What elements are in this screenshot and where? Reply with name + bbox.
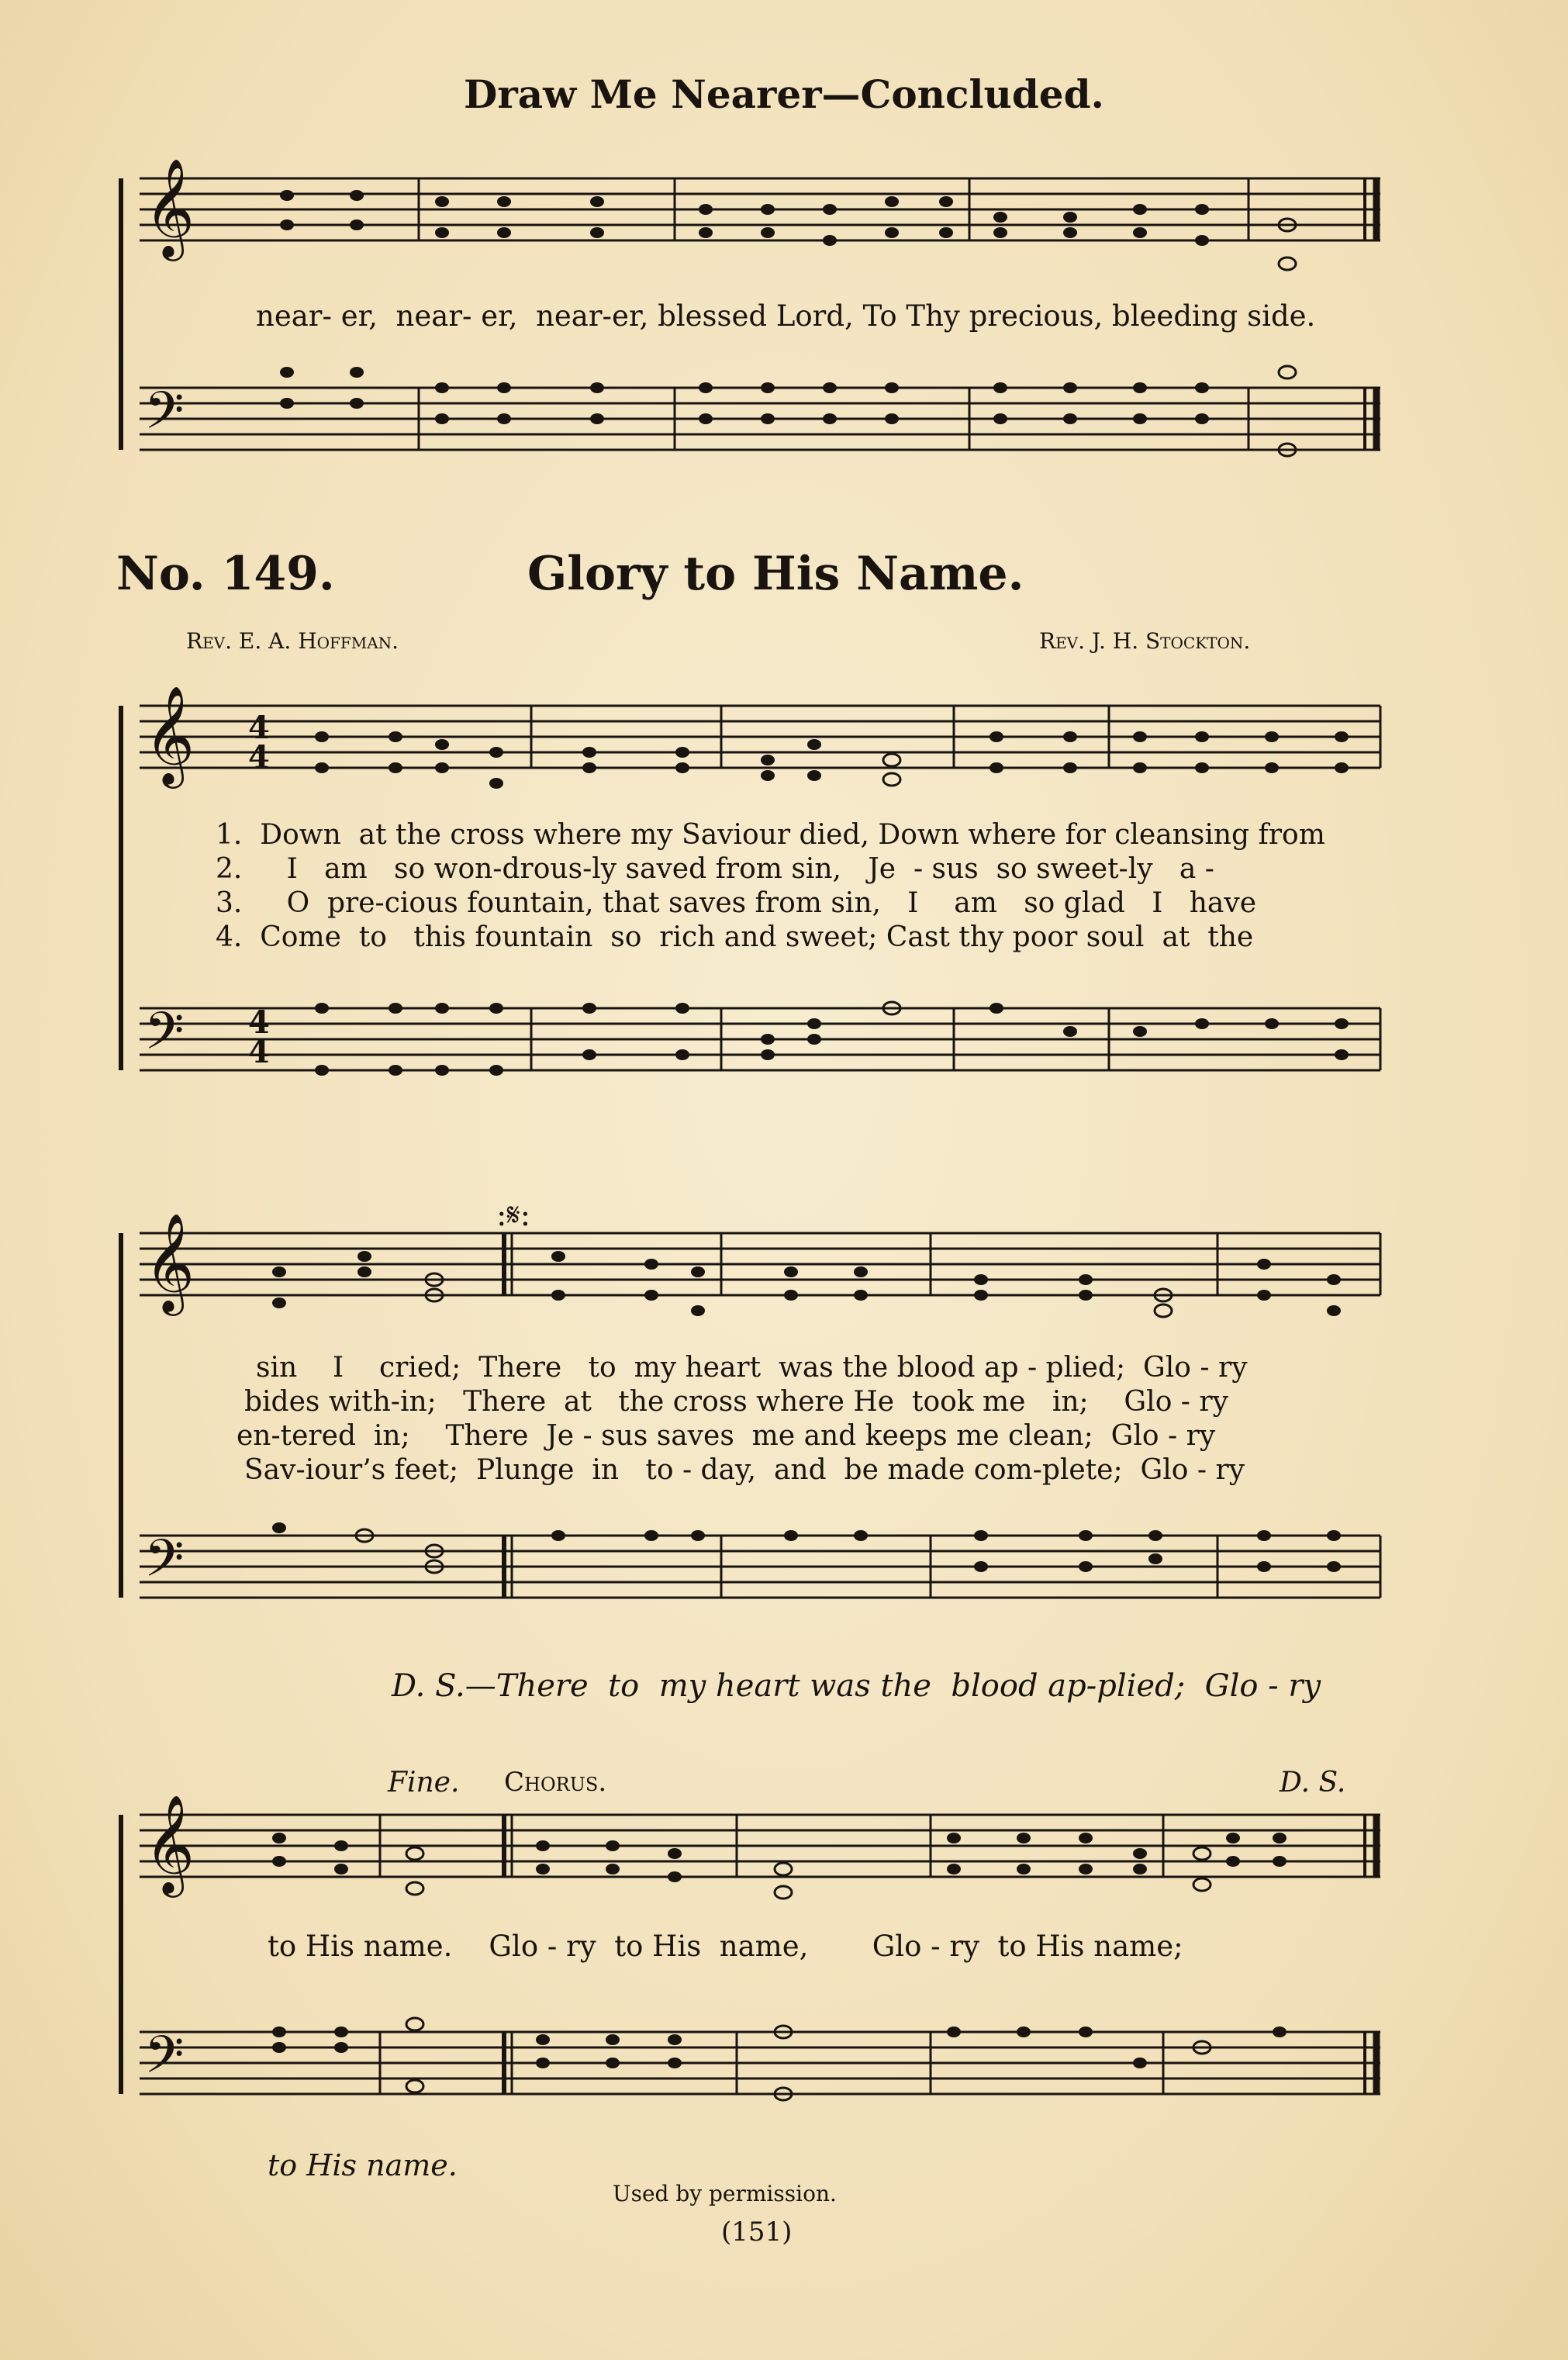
svg-text:4: 4 bbox=[248, 710, 270, 746]
chorus-lyrics: to His name. Glo - ry to His name, Glo - ry to His name; bbox=[268, 1930, 1183, 1963]
hymn-composer: Rev. J. H. Stockton. bbox=[1039, 628, 1251, 654]
verse-1-line-1: 1. Down at the cross where my Saviour died, Down where for cleansing from bbox=[216, 819, 1325, 851]
permission-note: Used by permission. bbox=[613, 2181, 837, 2206]
verse-3-line-1: 3. O pre-cious fountain, that saves from sin, I am so glad I have bbox=[216, 887, 1257, 919]
segno-sign: :𝄋: bbox=[496, 1197, 531, 1233]
verse-2-line-2: bides with-in; There at the cross where He took me in; Glo - ry bbox=[244, 1386, 1228, 1418]
verse-1-line-2: sin I cried; There to my heart was the blood ap - plied; Glo - ry bbox=[256, 1352, 1248, 1384]
svg-text:𝄞: 𝄞 bbox=[144, 1212, 195, 1311]
hymn-number: No. 149. bbox=[116, 547, 335, 601]
hymn-title: Glory to His Name. bbox=[527, 547, 1024, 601]
ds-marking: D. S. bbox=[1280, 1767, 1346, 1799]
verse-4-line-1: 4. Come to this fountain so rich and sweet; Cast thy poor soul at the bbox=[216, 921, 1254, 953]
svg-text:4: 4 bbox=[248, 1004, 270, 1041]
svg-text:𝄞: 𝄞 bbox=[144, 1794, 195, 1893]
svg-text:𝄢: 𝄢 bbox=[144, 381, 185, 453]
verse-4-line-2: Sav-iour’s feet; Plunge in to - day, and be made com-plete; Glo - ry bbox=[244, 1454, 1245, 1486]
continuation-lyrics: near- er, near- er, near-er, blessed Lord, To Thy precious, bleeding side. bbox=[256, 299, 1316, 333]
verse-3-line-2: en-tered in; There Je - sus saves me and keeps me clean; Glo - ry bbox=[237, 1420, 1216, 1452]
svg-text:𝄞: 𝄞 bbox=[144, 685, 195, 784]
hymn-author: Rev. E. A. Hoffman. bbox=[186, 628, 399, 654]
svg-text:𝄞: 𝄞 bbox=[144, 157, 195, 257]
page-number: (151) bbox=[721, 2217, 793, 2248]
svg-text:𝄢: 𝄢 bbox=[144, 1001, 185, 1073]
svg-text:𝄢: 𝄢 bbox=[144, 2025, 185, 2097]
continuation-title: Draw Me Nearer—Concluded. bbox=[464, 71, 1104, 117]
fine-marking: Fine. bbox=[388, 1767, 460, 1799]
chorus-label: Chorus. bbox=[504, 1767, 607, 1798]
chorus-bass-lyrics: to His name. bbox=[268, 2148, 458, 2182]
ds-lyric-line: D. S.—There to my heart was the blood ap-plied; Glo - ry bbox=[392, 1668, 1321, 1704]
svg-text:𝄢: 𝄢 bbox=[144, 1529, 185, 1601]
svg-text:4: 4 bbox=[248, 739, 270, 776]
svg-text:4: 4 bbox=[248, 1034, 270, 1070]
verse-2-line-1: 2. I am so won-drous-ly saved from sin, Je - sus so sweet-ly a - bbox=[216, 853, 1214, 885]
